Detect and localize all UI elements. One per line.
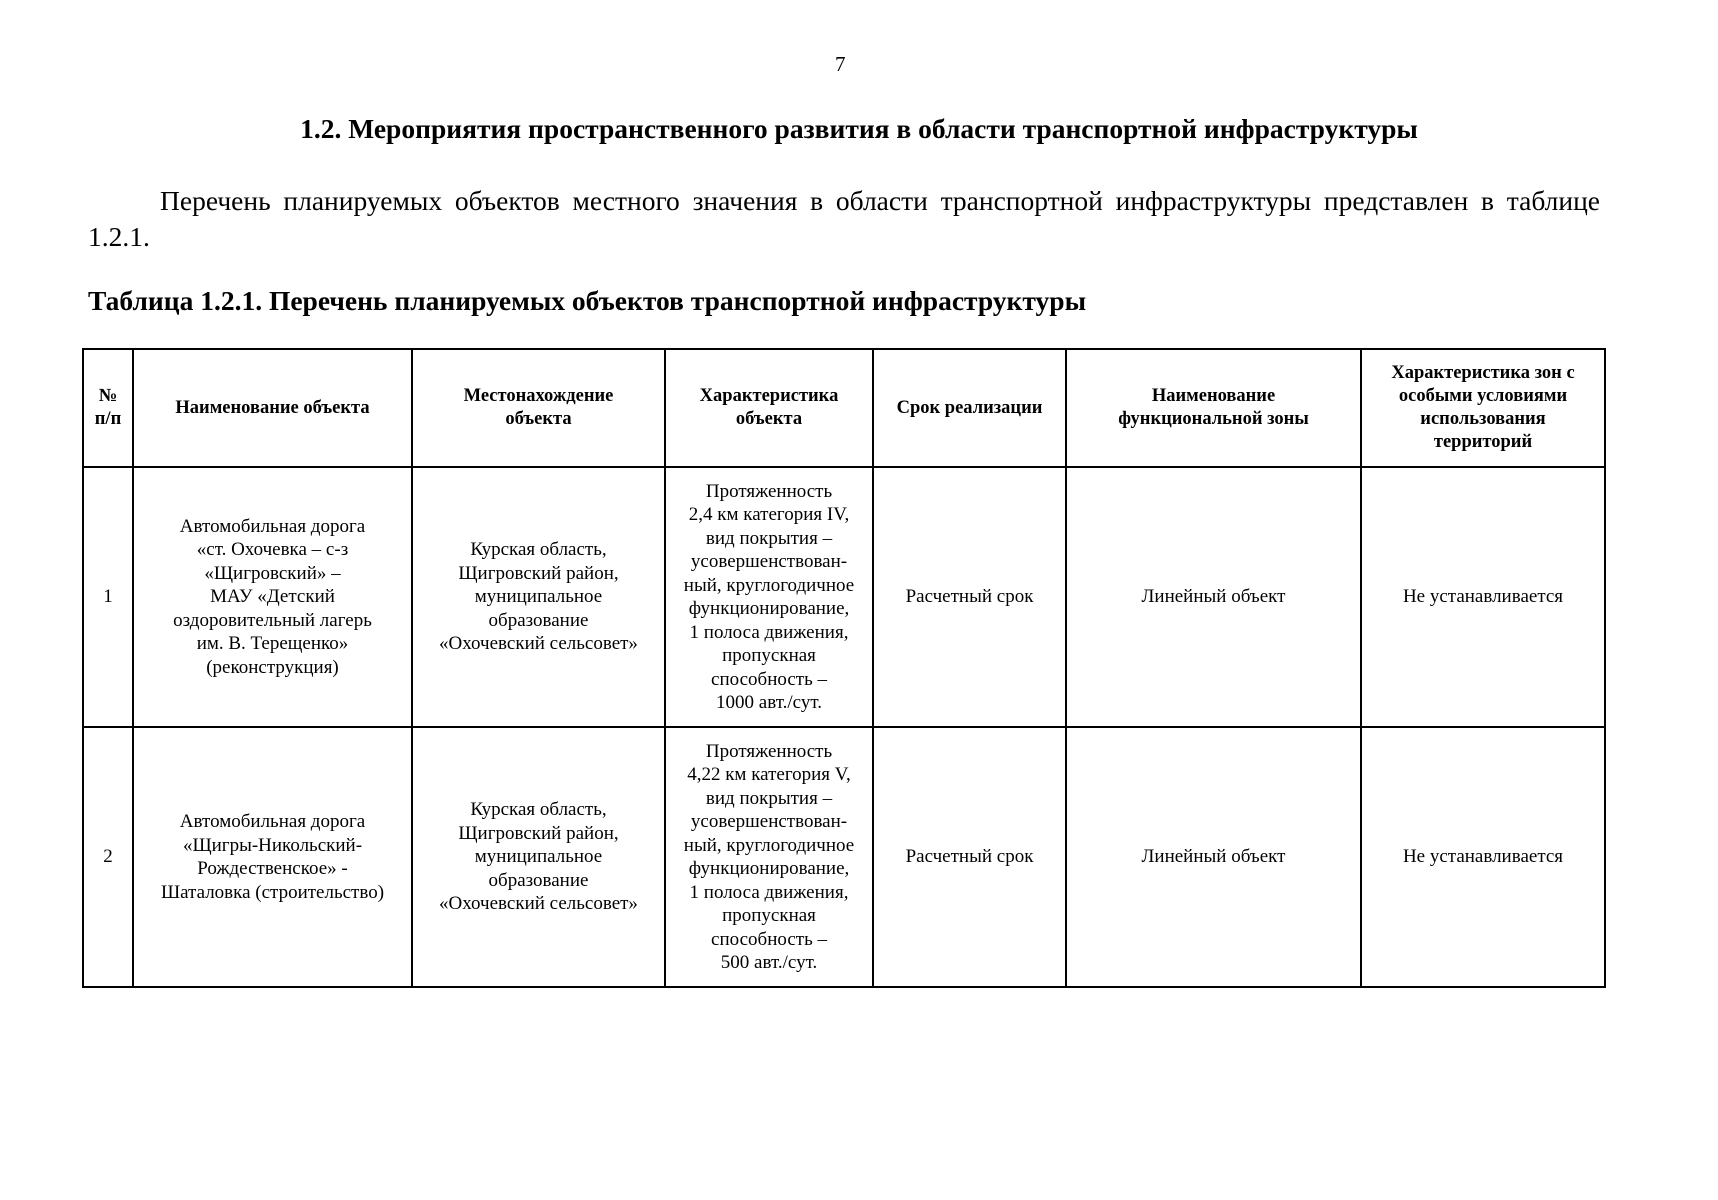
- cell-term-text: Расчетный срок: [905, 846, 1034, 868]
- cell-number: [83, 727, 133, 987]
- header-characteristics: [665, 349, 873, 467]
- cell-object-name-text: Автомобильная дорога «ст. Охочевка – с-з «Щигровский» – МАУ «Детский оздоровительный лагерь им. В. Терещенко» (реконструкция): [173, 515, 372, 678]
- table-row: [83, 727, 1605, 987]
- header-object-name: [133, 349, 412, 467]
- header-term: [873, 349, 1066, 467]
- cell-location-text: Курская область, Щигровский район, муниципальное образование «Охочевский сельсовет»: [439, 799, 638, 915]
- cell-object-name: [133, 727, 412, 987]
- table-caption: Таблица 1.2.1. Перечень планируемых объектов транспортной инфраструктуры: [88, 285, 1087, 316]
- table-header-row: [83, 349, 1605, 467]
- cell-characteristics-text: Протяженность 4,22 км категория V, вид покрытия – усовершенствован- ный, круглогодичное функционирование, 1 полоса движения, пропускная способность – 500 авт./сут.: [683, 740, 855, 973]
- cell-functional-zone: [1066, 727, 1361, 987]
- cell-location: [412, 727, 665, 987]
- cell-number-text: 1: [103, 586, 113, 608]
- header-characteristics-text: Характеристика объекта: [699, 386, 839, 429]
- cell-characteristics-text: Протяженность 2,4 км категория IV, вид покрытия – усовершенствован- ный, круглогодичное функционирование, 1 полоса движения, пропускная способность – 1000 авт./сут.: [683, 480, 855, 713]
- header-term-text: Срок реализации: [896, 397, 1043, 418]
- section-title: 1.2. Мероприятия пространственного развития в области транспортной инфраструктуры: [300, 113, 1418, 144]
- table-row: [83, 467, 1605, 727]
- cell-characteristics: [665, 467, 873, 727]
- intro-paragraph: Перечень планируемых объектов местного значения в области транспортной инфраструктуры представлен в таблице 1.2.1.: [88, 185, 1600, 252]
- cell-object-name: [133, 467, 412, 727]
- header-location: [412, 349, 665, 467]
- cell-special-zones-text: Не устанавливается: [1402, 586, 1564, 608]
- cell-term-text: Расчетный срок: [905, 586, 1034, 608]
- cell-functional-zone: [1066, 467, 1361, 727]
- header-special-zones-text: Характеристика зон с особыми условиями использования территорий: [1391, 363, 1575, 452]
- cell-number: [83, 467, 133, 727]
- cell-special-zones: [1361, 727, 1605, 987]
- header-object-name-text: Наименование объекта: [175, 397, 370, 418]
- cell-number-text: 2: [103, 846, 113, 868]
- header-functional-zone-text: Наименование функциональной зоны: [1118, 386, 1309, 429]
- cell-object-name-text: Автомобильная дорога «Щигры-Никольский- Рождественское» - Шаталовка (строительство): [160, 811, 385, 903]
- header-number: [83, 349, 133, 467]
- cell-special-zones-text: Не устанавливается: [1402, 846, 1564, 868]
- cell-functional-zone-text: Линейный объект: [1141, 586, 1286, 608]
- cell-functional-zone-text: Линейный объект: [1141, 846, 1286, 868]
- cell-term: [873, 727, 1066, 987]
- cell-term: [873, 467, 1066, 727]
- page-number: 7: [835, 52, 846, 76]
- cell-location: [412, 467, 665, 727]
- cell-characteristics: [665, 727, 873, 987]
- header-special-zones: [1361, 349, 1605, 467]
- cell-special-zones: [1361, 467, 1605, 727]
- header-number-text: № п/п: [94, 386, 122, 429]
- header-location-text: Местонахождение объекта: [463, 386, 614, 429]
- cell-location-text: Курская область, Щигровский район, муниципальное образование «Охочевский сельсовет»: [439, 539, 638, 655]
- header-functional-zone: [1066, 349, 1361, 467]
- transport-objects-table: [82, 348, 1606, 988]
